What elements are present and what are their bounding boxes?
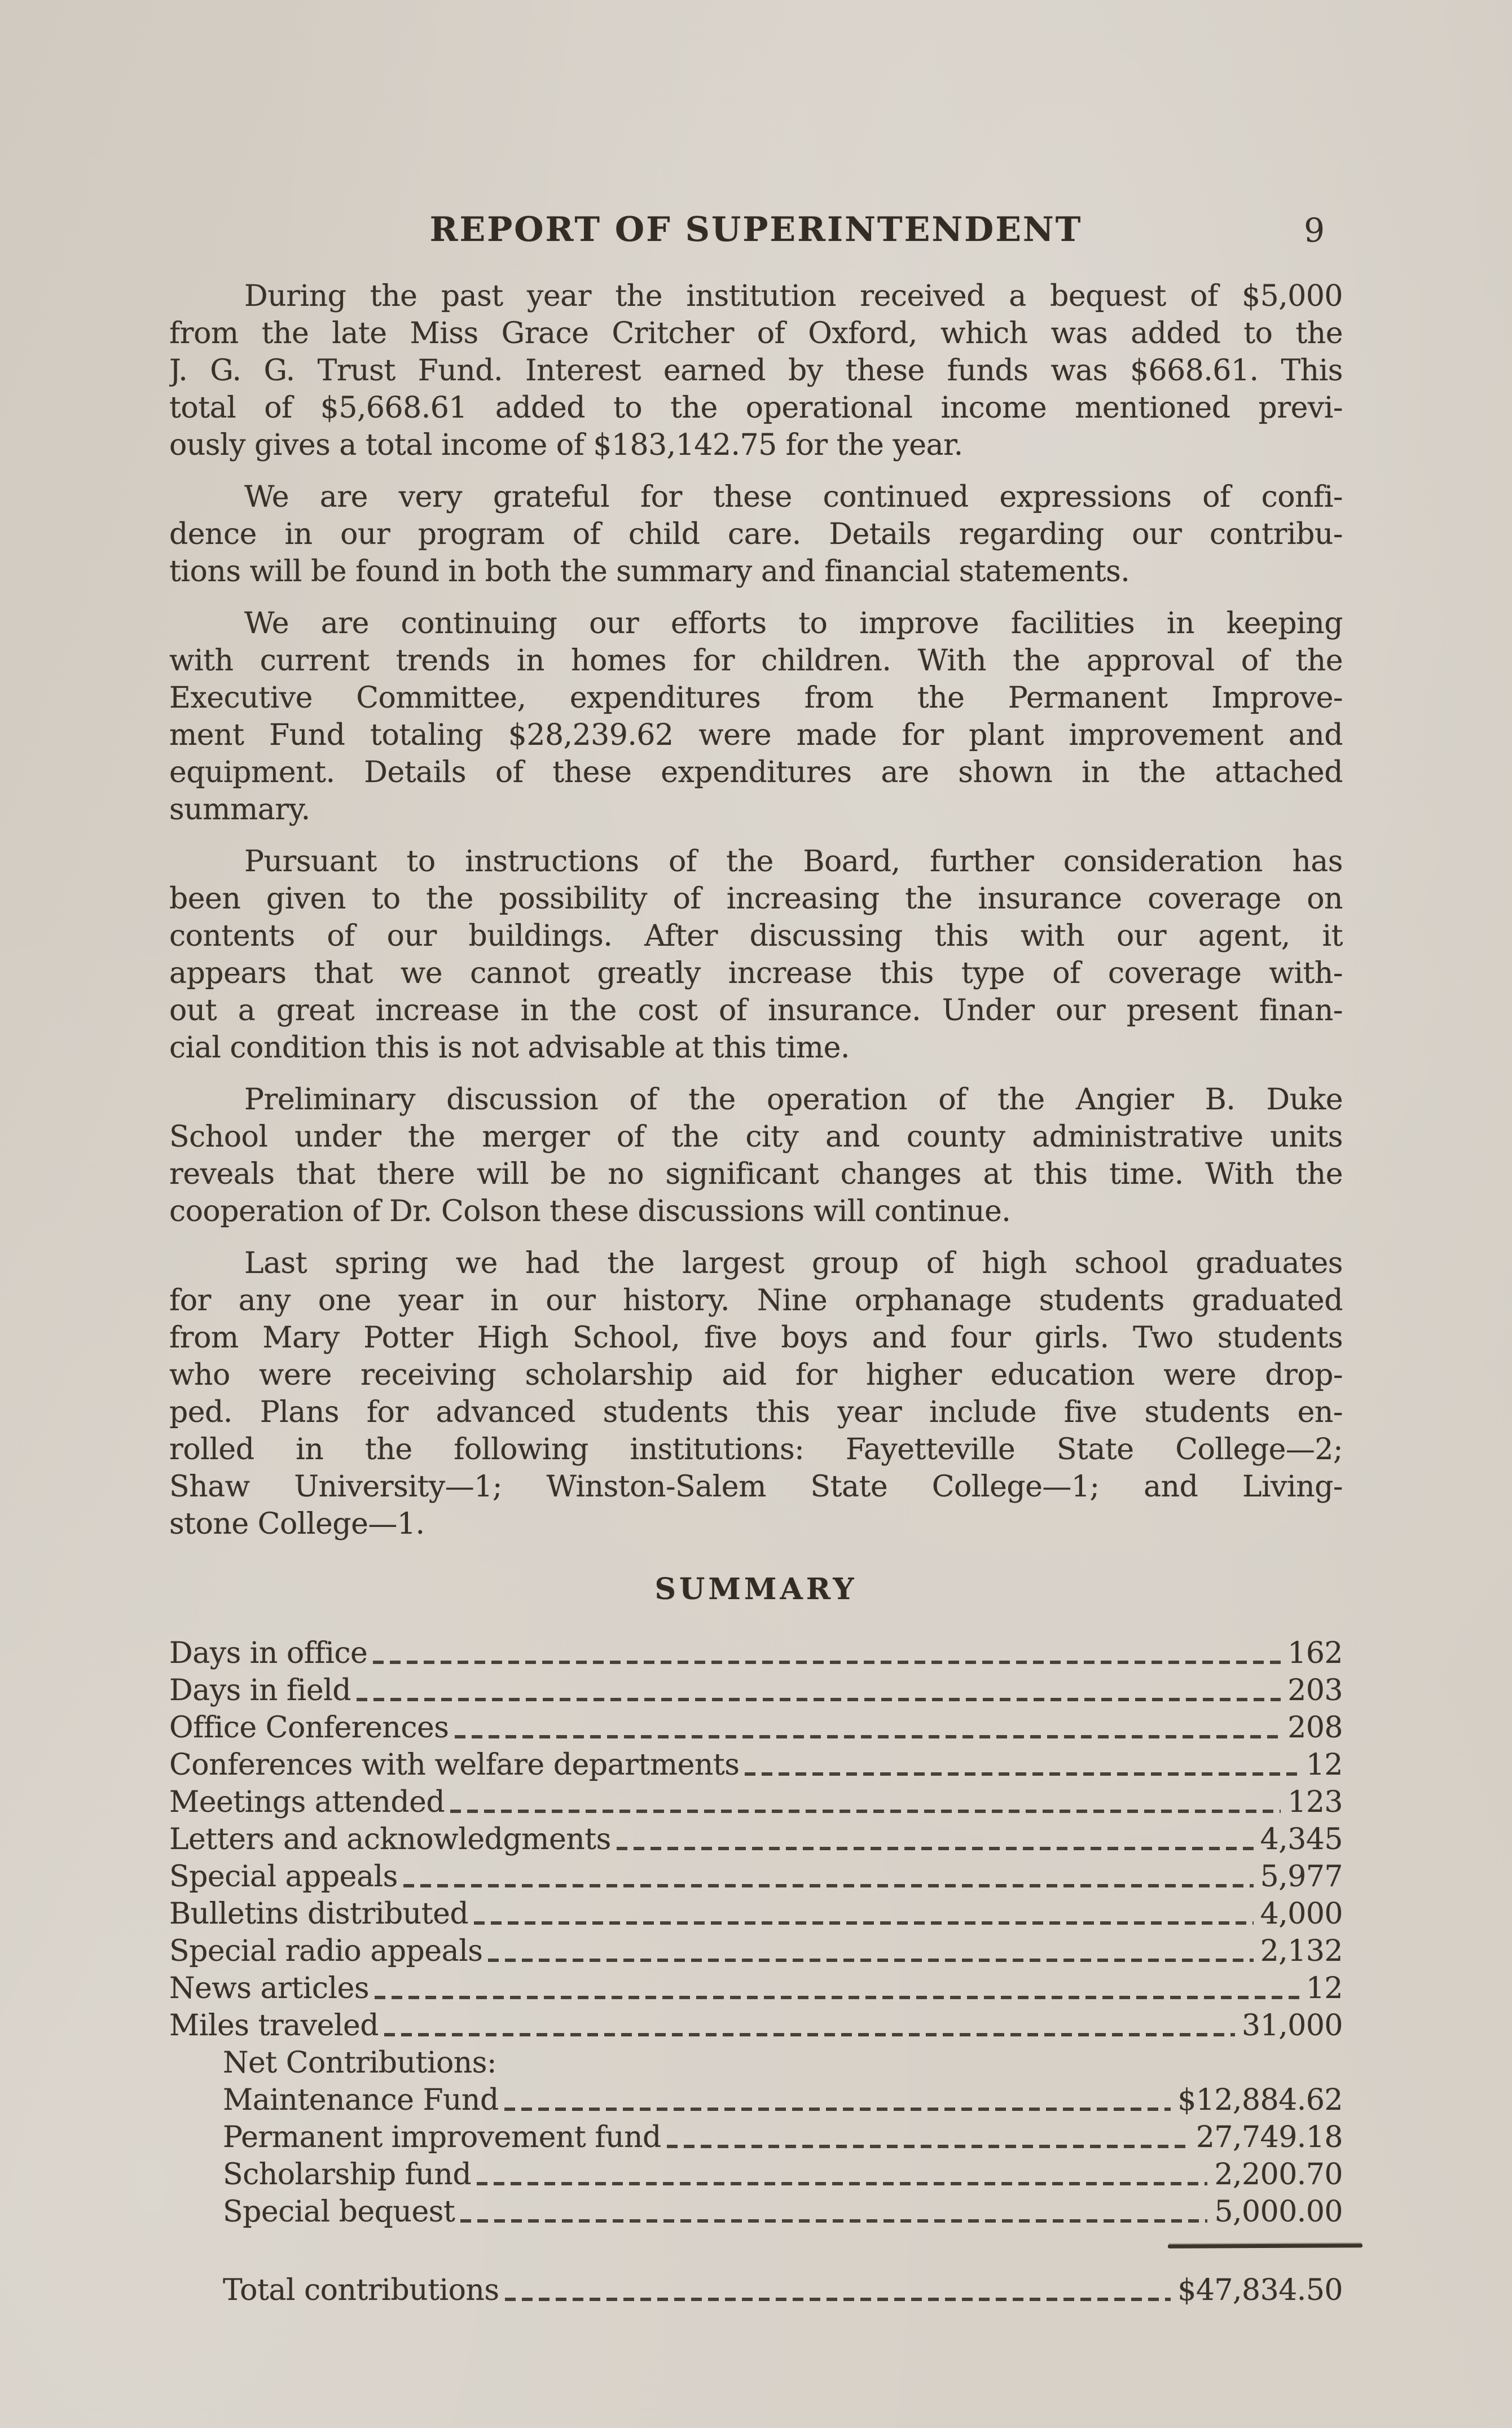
- body-line: Pursuant to instructions of the Board, further consideration has: [244, 845, 1343, 879]
- body-line: J. G. G. Trust Fund. Interest earned by these funds was $668.61. This: [169, 354, 1343, 388]
- body-line: School under the merger of the city and county administrative units: [169, 1120, 1343, 1154]
- summary-row: [169, 1931, 1343, 1969]
- body-line: cooperation of Dr. Colson these discussions will continue.: [169, 1195, 1011, 1228]
- net-contribution-row: [169, 2192, 1343, 2229]
- body-line: appears that we cannot greatly increase this type of coverage with-: [169, 956, 1343, 990]
- summary-row: [169, 1857, 1343, 1894]
- dotted-leader: [455, 1735, 1281, 1738]
- row-value: $47,834.50: [1177, 2273, 1343, 2307]
- net-contribution-row: [169, 2118, 1343, 2155]
- body-line: been given to the possibility of increasing the insurance coverage on: [169, 882, 1343, 916]
- summary-row: [169, 2006, 1343, 2043]
- row-value: 123: [1287, 1785, 1343, 1819]
- row-value: 203: [1287, 1674, 1343, 1707]
- body-line: dence in our program of child care. Details regarding our contribu-: [169, 517, 1343, 551]
- row-value: 31,000: [1242, 2009, 1343, 2043]
- paragraph: [169, 843, 1343, 1066]
- summary-row: [169, 1745, 1343, 1782]
- summary-row: [169, 1820, 1343, 1857]
- row-value: 2,132: [1260, 1934, 1343, 1968]
- net-contributions-heading: Net Contributions:: [223, 2046, 496, 2080]
- paragraph: [169, 1245, 1343, 1543]
- dotted-leader: [474, 1921, 1253, 1925]
- body-line: rolled in the following institutions: Fayetteville State College—2;: [169, 1433, 1343, 1467]
- total-underline: [1168, 2243, 1362, 2249]
- body-line: ously gives a total income of $183,142.75 for the year.: [169, 428, 963, 462]
- body-line: Executive Committee, expenditures from the Permanent Improve-: [169, 681, 1343, 715]
- body-line: summary.: [169, 793, 310, 827]
- paragraph: [169, 605, 1343, 828]
- row-label: Conferences with welfare departments: [169, 1748, 740, 1782]
- body-line: total of $5,668.61 added to the operational income mentioned previ-: [169, 391, 1343, 425]
- paragraph: [169, 278, 1343, 464]
- row-value: 162: [1287, 1636, 1343, 1670]
- body-line: from Mary Potter High School, five boys and four girls. Two students: [169, 1321, 1343, 1355]
- page-header: [169, 210, 1343, 253]
- row-value: 12: [1306, 1748, 1343, 1782]
- body-line: who were receiving scholarship aid for higher education were drop-: [169, 1358, 1343, 1392]
- body-line: contents of our buildings. After discussing this with our agent, it: [169, 919, 1343, 953]
- summary-row: [169, 1894, 1343, 1931]
- summary-table: [169, 1634, 1343, 2308]
- row-label: Total contributions: [223, 2273, 499, 2307]
- summary-row: [169, 1969, 1343, 2006]
- body-line: out a great increase in the cost of insurance. Under our present finan-: [169, 994, 1343, 1028]
- page-title: REPORT OF SUPERINTENDENT: [429, 210, 1083, 249]
- body-line: stone College—1.: [169, 1507, 425, 1541]
- dotted-leader: [505, 2298, 1171, 2301]
- summary-row: [169, 1782, 1343, 1820]
- row-label: Office Conferences: [169, 1711, 449, 1745]
- row-label: Days in field: [169, 1674, 351, 1707]
- body-line: for any one year in our history. Nine orphanage students graduated: [169, 1284, 1343, 1318]
- page-number: 9: [1304, 211, 1325, 249]
- body-line: cial condition this is not advisable at this time.: [169, 1031, 850, 1065]
- body-line: tions will be found in both the summary and financial statements.: [169, 555, 1130, 589]
- row-value: 12: [1306, 1972, 1343, 2005]
- dotted-leader: [373, 1661, 1281, 1664]
- body-line: During the past year the institution received a bequest of $5,000: [244, 279, 1343, 313]
- body-line: Last spring we had the largest group of high school graduates: [244, 1246, 1343, 1280]
- dotted-leader: [384, 2033, 1235, 2036]
- body-line: from the late Miss Grace Critcher of Oxford, which was added to the: [169, 317, 1343, 350]
- row-label: Bulletins distributed: [169, 1897, 469, 1931]
- row-label: Meetings attended: [169, 1785, 445, 1819]
- row-value: $12,884.62: [1177, 2083, 1343, 2117]
- row-label: Miles traveled: [169, 2009, 379, 2043]
- row-label: Special bequest: [223, 2195, 455, 2229]
- row-label: Scholarship fund: [223, 2158, 472, 2192]
- summary-heading: SUMMARY: [654, 1572, 858, 1606]
- body-line: Shaw University—1; Winston-Salem State College—1; and Living-: [169, 1470, 1343, 1504]
- row-label: Special radio appeals: [169, 1934, 483, 1968]
- row-label: Permanent improvement fund: [223, 2120, 661, 2154]
- body-line: We are very grateful for these continued expressions of confi-: [244, 480, 1343, 514]
- dotted-leader: [667, 2145, 1189, 2148]
- row-value: 2,200.70: [1214, 2158, 1343, 2192]
- summary-row: [169, 1634, 1343, 1671]
- row-label: Special appeals: [169, 1860, 398, 1894]
- dotted-leader: [375, 1996, 1299, 1999]
- row-value: 5,977: [1260, 1860, 1343, 1894]
- row-value: 5,000.00: [1214, 2195, 1343, 2229]
- row-value: 27,749.18: [1195, 2120, 1343, 2154]
- paragraph: [169, 1081, 1343, 1230]
- row-label: News articles: [169, 1972, 370, 2005]
- body-line: ment Fund totaling $28,239.62 were made for plant improvement and: [169, 718, 1343, 752]
- dotted-leader: [477, 2182, 1207, 2185]
- body-line: reveals that there will be no significant changes at this time. With the: [169, 1157, 1343, 1191]
- row-value: 4,345: [1260, 1823, 1343, 1856]
- row-label: Days in office: [169, 1636, 368, 1670]
- net-contributions-heading-row: [169, 2043, 1343, 2080]
- dotted-leader: [357, 1698, 1281, 1701]
- row-label: Maintenance Fund: [223, 2083, 499, 2117]
- dotted-leader: [617, 1847, 1254, 1850]
- body-line: Preliminary discussion of the operation of the Angier B. Duke: [244, 1083, 1343, 1117]
- dotted-leader: [488, 1959, 1253, 1962]
- summary-row: [169, 1671, 1343, 1708]
- dotted-leader: [504, 2108, 1171, 2111]
- body-line: ped. Plans for advanced students this year include five students en-: [169, 1395, 1343, 1429]
- net-contribution-row: [169, 2155, 1343, 2192]
- dotted-leader: [403, 1884, 1254, 1887]
- dotted-leader: [450, 1810, 1281, 1813]
- total-contributions-row: [169, 2271, 1343, 2308]
- net-contribution-row: [169, 2080, 1343, 2118]
- summary-row: [169, 1708, 1343, 1745]
- body-line: We are continuing our efforts to improve facilities in keeping: [244, 607, 1343, 640]
- dotted-leader: [745, 1772, 1299, 1776]
- row-label: Letters and acknowledgments: [169, 1823, 611, 1856]
- body-line: equipment. Details of these expenditures are shown in the attached: [169, 756, 1343, 789]
- row-value: 208: [1287, 1711, 1343, 1745]
- paragraph: [169, 478, 1343, 590]
- dotted-leader: [460, 2219, 1207, 2223]
- body-line: with current trends in homes for children. With the approval of the: [169, 644, 1343, 678]
- page-content: [169, 210, 1343, 2308]
- row-value: 4,000: [1260, 1897, 1343, 1931]
